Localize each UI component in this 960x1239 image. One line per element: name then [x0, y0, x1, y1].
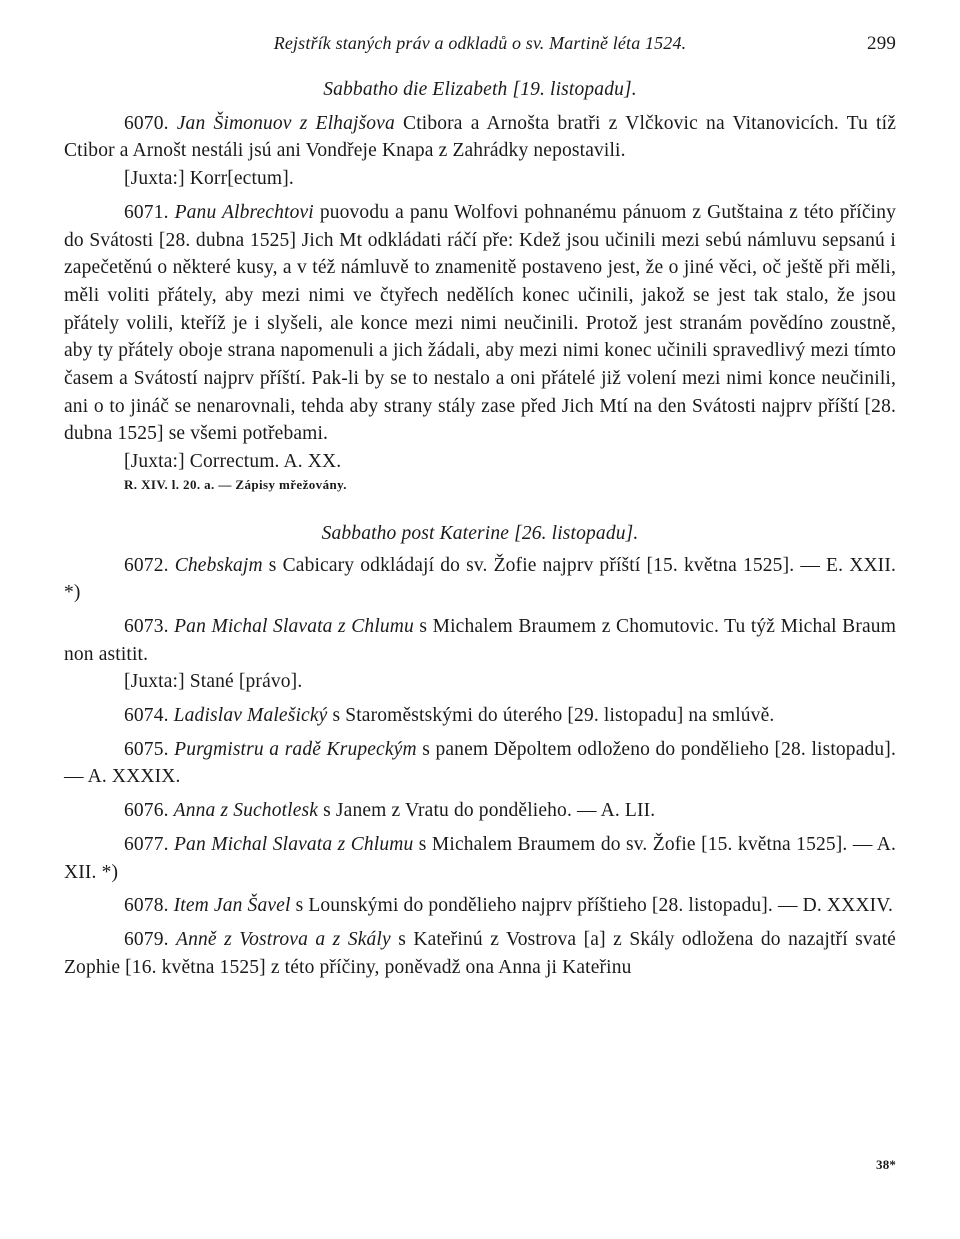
- entry-text: s Kateřinú z Vostrova [a] z Skály odložena do nazajtří svaté Zophie [16. května 1525] z této příčiny, poněvadž ona Anna ji Kateřinu: [64, 928, 896, 978]
- entry-6078: [64, 892, 896, 920]
- entry-number: 6075.: [124, 738, 169, 760]
- entry-number: 6072.: [124, 554, 169, 576]
- archival-note: R. XIV. l. 20. a. — Zápisy mřežovány.: [124, 476, 347, 492]
- signature-mark: 38*: [876, 1157, 896, 1173]
- header-title: Rejstřík staných práv a odkladů o sv. Martině léta 1524.: [273, 33, 687, 53]
- entry-name: Pan Michal Slavata z Chlumu: [174, 833, 414, 855]
- entry-number: 6070.: [124, 112, 169, 134]
- section-date: Sabbatho die Elizabeth [19. listopadu].: [323, 79, 637, 100]
- entry-note: [Juxta:] Stané [právo].: [124, 671, 303, 693]
- entry-6079: [64, 926, 896, 981]
- entry-note: [Juxta:] Correctum. A. XX.: [124, 451, 342, 473]
- entry-number: 6078.: [124, 895, 169, 917]
- entry-name: Anně z Vostrova a z Skály: [176, 928, 391, 950]
- entry-number: 6077.: [124, 833, 169, 855]
- entry-note: [Juxta:] Korr[ectum].: [124, 168, 294, 190]
- entry-number: 6074.: [124, 705, 169, 727]
- entry-text: s Michalem Braumem z Chomutovic. Tu týž Michal Braum non astitit.: [64, 615, 897, 665]
- entry-text: s Staroměstskými do úterého [29. listopadu] na smlúvě.: [332, 705, 775, 727]
- entry-name: Pan Michal Slavata z Chlumu: [174, 615, 414, 637]
- entry-text: s Cabicary odkládají do sv. Žofie najprv příští [15. května 1525]. — E. XXII. *): [64, 554, 896, 604]
- entry-name: Panu Albrechtovi: [174, 201, 314, 223]
- entry-6073: [64, 613, 896, 668]
- entry-text: s Lounskými do pondělieho najprv příštieho [28. listopadu]. — D. XXXIV.: [295, 895, 893, 917]
- entry-name: Item Jan Šavel: [173, 895, 291, 917]
- section-date: Sabbatho post Katerine [26. listopadu].: [321, 522, 639, 544]
- entry-text: s Michalem Braumem do sv. Žofie [15. května 1525]. — A. XII. *): [64, 833, 897, 883]
- entry-number: 6073.: [124, 615, 169, 637]
- entry-6072: [64, 552, 896, 607]
- entry-6070: [64, 110, 896, 165]
- entry-name: Chebskajm: [174, 554, 263, 576]
- entry-name: Purgmistru a radě Krupeckým: [174, 738, 417, 760]
- entry-text: s panem Děpoltem odloženo do pondělieho [28. listopadu]. — A. XXXIX.: [64, 738, 896, 788]
- entry-text: Ctibora a Arnošta bratři z Vlčkovic na Vitanovicích. Tu tíž Ctibor a Arnošt nestáli jsú ani Vondřeje Knapa z Zahrádky nepostavili.: [64, 112, 896, 162]
- page-number: 299: [867, 33, 896, 54]
- entry-number: 6071.: [124, 201, 169, 223]
- entry-6076: [64, 797, 896, 825]
- entry-6075: [64, 736, 896, 791]
- entry-text: puovodu a panu Wolfovi pohnanému pánuom z Gutštaina z této příčiny do Svátosti [28. dubna 1525] Jich Mt odkládati ráčí pře: Kdež jsou učinili mezi sebú námluvu sepsanú i zapečetěnú o některé kusy, a v též námluvě to znamenitě postaveno jest, že o jiné věci, oč ještě při měli, měli voliti přátely, aby mezi nimi ve čtyřech nedělích konec učinili, jakož se jest tak stalo, že jsou přátely volili, kteříž je i slyšeli, ale konce mezi nimi neučinili. Protož jest stranám povědíno zoustně, aby ty přátely oboje strana napomenuli a jich žádali, aby mezi nimi konec učinili spravedlivý mezi tímto časem a Svátostí najprv příští. Pak-li by se to nestalo a oni přátelé již volení mezi nimi konce neučinili, ani o to jináč se nenarovnali, tehda aby strany stály zase před Jich Mtí na den Svátosti najprv příští [28. dubna 1525] se všemi potřebami.: [64, 201, 896, 445]
- running-header: [64, 30, 896, 60]
- entry-number: 6076.: [124, 800, 169, 822]
- entry-6074: [64, 702, 896, 730]
- entry-6071: [64, 199, 896, 448]
- entry-name: Ladislav Malešický: [173, 705, 328, 727]
- entry-text: s Janem z Vratu do pondělieho. — A. LII.: [323, 800, 656, 822]
- entry-name: Anna z Suchotlesk: [173, 800, 319, 822]
- entry-6077: [64, 831, 896, 886]
- entry-number: 6079.: [124, 928, 169, 950]
- entry-name: Jan Šimonuov z Elhajšova: [176, 112, 395, 134]
